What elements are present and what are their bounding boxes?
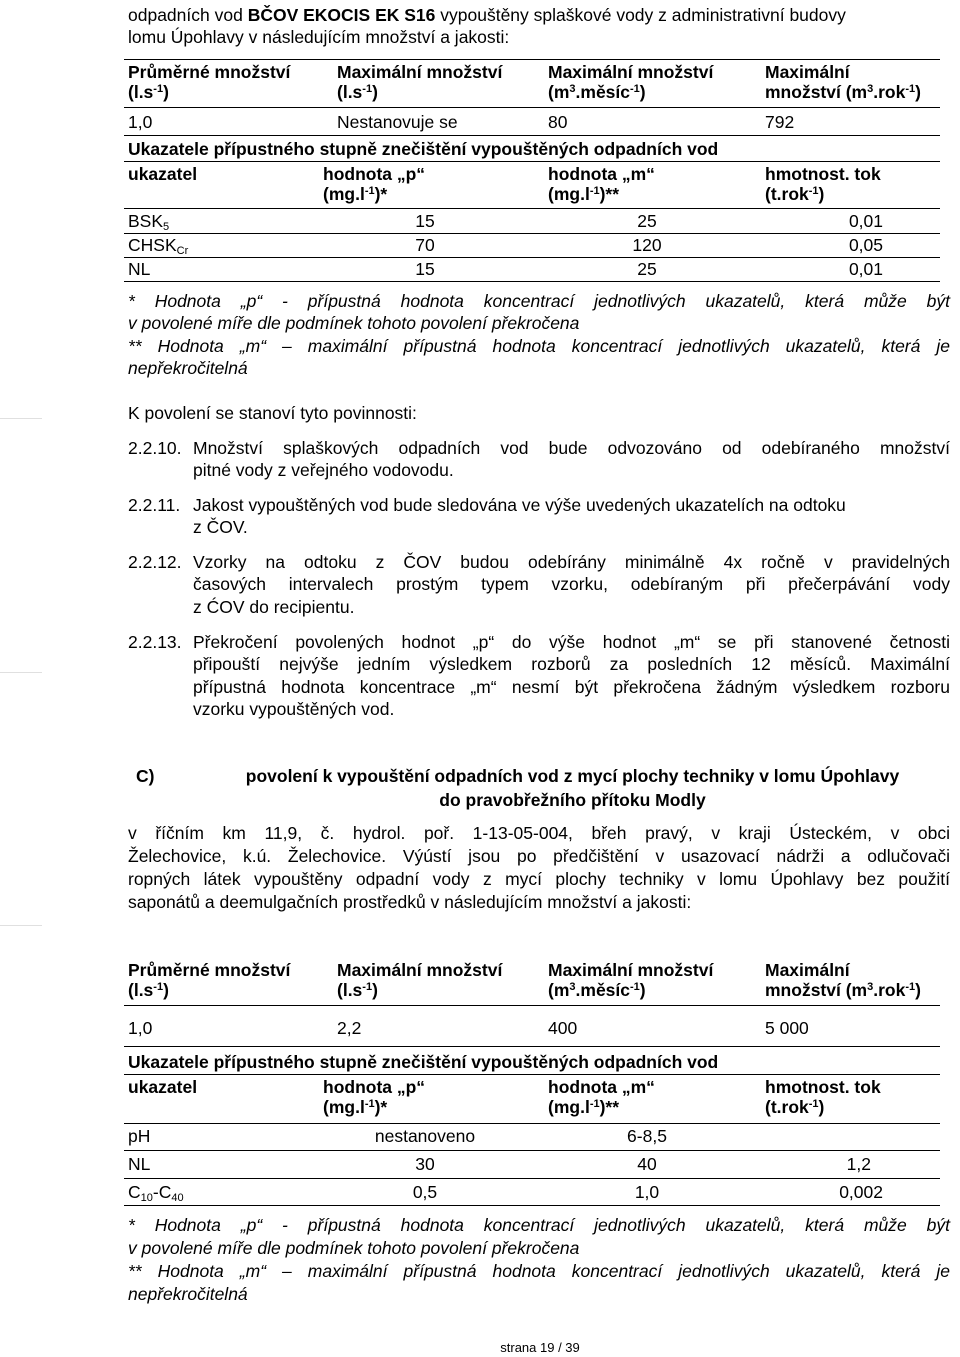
footnote-m-cont: nepřekročitelná: [128, 358, 248, 378]
qty-value: 80: [548, 112, 568, 132]
page-number: strana 19 / 39: [500, 1340, 580, 1355]
obligation-text: Překročení povolených hodnot „p“ do výše hodnot „m“ se při stanovené četnosti: [193, 632, 950, 652]
pollution-title: Ukazatele přípustného stupně znečištění vypouštěných odpadních vod: [128, 139, 719, 159]
table-rule: [124, 161, 940, 162]
table-rule: [124, 1178, 940, 1179]
obligation-text: z ČOV.: [193, 517, 248, 537]
table-cell-m: 25: [637, 259, 657, 279]
table-row: NL: [128, 1154, 151, 1174]
qty-value: 1,0: [128, 112, 153, 132]
table-rule: [124, 208, 940, 209]
section-c-paragraph: ropných látek vypouštěny odpadní vody z mycí plochy techniky v lomu Úpohlavy bez použití: [128, 869, 950, 889]
obligation-number: 2.2.10.: [128, 438, 182, 458]
table-cell-m: 1,0: [634, 1182, 660, 1202]
table-rule: [124, 1005, 940, 1006]
obligation-text: vzorku vypouštěných vod.: [193, 699, 395, 719]
qty-value: 400: [548, 1018, 578, 1038]
table-row: NL: [128, 259, 151, 279]
obligation-text: pitné vody z veřejného vodovodu.: [193, 460, 454, 480]
table-cell-tok: 0,01: [848, 259, 883, 279]
col-header-tok: hmotnost. tok (t.rok$^{-1}$): [765, 1077, 881, 1117]
section-c-title-cont: do pravobřežního přítoku Modly: [439, 790, 706, 810]
footnote-p-cont: v povolené míře dle podmínek tohoto povolení překročena: [128, 1238, 580, 1258]
table-row: $C_{10}-C_{40}$: [128, 1182, 184, 1204]
footnote-p: * Hodnota „p“ - přípustná hodnota koncentrací jednotlivých ukazatelů, která může být: [128, 1215, 950, 1235]
table-cell-tok: 1,2: [846, 1154, 871, 1174]
col-header-ukazatel: ukazatel: [128, 1077, 198, 1097]
table-rule: [124, 1123, 940, 1124]
table-rule: [124, 1150, 940, 1151]
obligation-number: 2.2.11.: [128, 495, 181, 515]
table-rule: [124, 233, 940, 234]
table-rule: [124, 281, 940, 282]
col-header-p: hodnota „p“ $(mg.l^{-1})*$: [323, 1077, 426, 1117]
table-rule: [124, 135, 940, 136]
obligation-text: připouští nejvýše jedním výsledkem rozborů za posledních 12 měsíců. Maximální: [193, 654, 950, 674]
table-rule: [124, 1074, 940, 1075]
qty-header-avg: Průměrné množství $(l.s^{-1})$: [128, 960, 291, 1000]
table-row: $BSK_5$: [128, 211, 170, 233]
col-header-m: hodnota „m“ $(mg.l^{-1})**$: [548, 164, 655, 204]
margin-mark: [0, 672, 42, 673]
footnote-m: ** Hodnota „m“ – maximální přípustná hodnota koncentrací jednotlivých ukazatelů, která je: [128, 1261, 950, 1281]
section-c-paragraph: v říčním km 11,9, č. hydrol. poř. 1-13-05-004, břeh pravý, v kraji Ústeckém, v obci: [128, 823, 950, 843]
table-rule: [124, 107, 940, 108]
table-cell-tok: 0,01: [848, 211, 883, 231]
table-cell-tok: 0,05: [848, 235, 883, 255]
obligation-text: časových intervalech prostým typem vzorku, odebíraným při přečerpávání vody: [193, 574, 950, 594]
table-rule: [124, 1046, 940, 1047]
qty-header-max-ls: Maximální množství $(l.s^{-1})$: [337, 62, 503, 102]
table-cell-m: 40: [637, 1154, 657, 1174]
table-rule: [124, 257, 940, 258]
table-cell-m: 120: [632, 235, 662, 255]
qty-header-max-year: Maximální množství $(m^3.rok^{-1})$: [765, 960, 921, 1000]
qty-header-max-ls: Maximální množství $(l.s^{-1})$: [337, 960, 503, 1000]
margin-mark: [0, 418, 42, 419]
col-header-ukazatel: ukazatel: [128, 164, 198, 184]
qty-value: Nestanovuje se: [337, 112, 458, 132]
footnote-p: * Hodnota „p“ - přípustná hodnota koncentrací jednotlivých ukazatelů, která může být: [128, 291, 950, 311]
qty-header-max-month: Maximální množství $(m^3.měsíc^{-1})$: [548, 62, 714, 102]
pollution-title: Ukazatele přípustného stupně znečištění vypouštěných odpadních vod: [128, 1052, 719, 1072]
obligation-number: 2.2.13.: [128, 632, 182, 652]
col-header-tok: hmotnost. tok (t.rok$^{-1}$): [765, 164, 881, 204]
obligation-text: přípustná hodnota koncentrace „m“ nesmí být překročena žádným výsledkem rozboru: [193, 677, 950, 697]
table-cell-p: 0,5: [412, 1182, 438, 1202]
section-c-paragraph: saponátů a deemulgačních prostředků v následujícím množství a jakosti:: [128, 892, 692, 912]
table-cell-p: 30: [415, 1154, 435, 1174]
table-row: $CHSK_{Cr}$: [128, 235, 189, 257]
qty-value: 2,2: [337, 1018, 362, 1038]
intro-line-1: odpadních vod BČOV EKOCIS EK S16 vypouštěny splaškové vody z administrativní budovy: [128, 5, 846, 25]
footnote-p-cont: v povolené míře dle podmínek tohoto povolení překročena: [128, 313, 580, 333]
table-cell-p: 70: [415, 235, 435, 255]
table-row: pH: [128, 1126, 151, 1146]
obligation-text: z ĆOV do recipientu.: [193, 597, 355, 617]
table-cell-p: nestanoveno: [374, 1126, 476, 1146]
qty-value: 5 000: [765, 1018, 809, 1038]
obligation-text: Vzorky na odtoku z ČOV budou odebírány minimálně 4x ročně v pravidelných: [193, 552, 950, 572]
table-cell-p: 15: [415, 211, 435, 231]
obligation-number: 2.2.12.: [128, 552, 182, 572]
section-c-paragraph: Želechovice, k.ú. Želechovice. Výústí jsou po předčištění v usazovací nádrži a odlučovači: [128, 846, 950, 866]
intro-line-2: lomu Úpohlavy v následujícím množství a jakosti:: [128, 27, 510, 47]
qty-header-max-year: Maximální množství $(m^3.rok^{-1})$: [765, 62, 921, 102]
qty-value: 1,0: [128, 1018, 153, 1038]
table-cell-m: 6-8,5: [627, 1126, 667, 1146]
qty-header-max-month: Maximální množství $(m^3.měsíc^{-1})$: [548, 960, 714, 1000]
table-rule: [124, 59, 940, 60]
margin-mark: [0, 925, 42, 926]
table-cell-m: 25: [637, 211, 657, 231]
table-rule: [124, 1205, 940, 1206]
col-header-p: hodnota „p“ $(mg.l^{-1})*$: [323, 164, 426, 204]
footnote-m-cont: nepřekročitelná: [128, 1284, 248, 1304]
obligations-intro: K povolení se stanoví tyto povinnosti:: [128, 403, 417, 423]
col-header-m: hodnota „m“ $(mg.l^{-1})**$: [548, 1077, 655, 1117]
section-c-label: C): [136, 766, 155, 786]
plant-name: BČOV EKOCIS EK S16: [247, 5, 436, 25]
obligation-text: Jakost vypouštěných vod bude sledována ve výše uvedených ukazatelích na odtoku: [193, 495, 846, 515]
table-cell-tok: 0,002: [839, 1182, 883, 1202]
obligation-text: Množství splaškových odpadních vod bude odvozováno od odebíraného množství: [193, 438, 950, 458]
section-c-title: povolení k vypouštění odpadních vod z mycí plochy techniky v lomu Úpohlavy: [245, 766, 900, 786]
table-cell-p: 15: [415, 259, 435, 279]
qty-value: 792: [765, 112, 795, 132]
qty-header-avg: Průměrné množství $(l.s^{-1})$: [128, 62, 291, 102]
footnote-m: ** Hodnota „m“ – maximální přípustná hodnota koncentrací jednotlivých ukazatelů, která je: [128, 336, 950, 356]
